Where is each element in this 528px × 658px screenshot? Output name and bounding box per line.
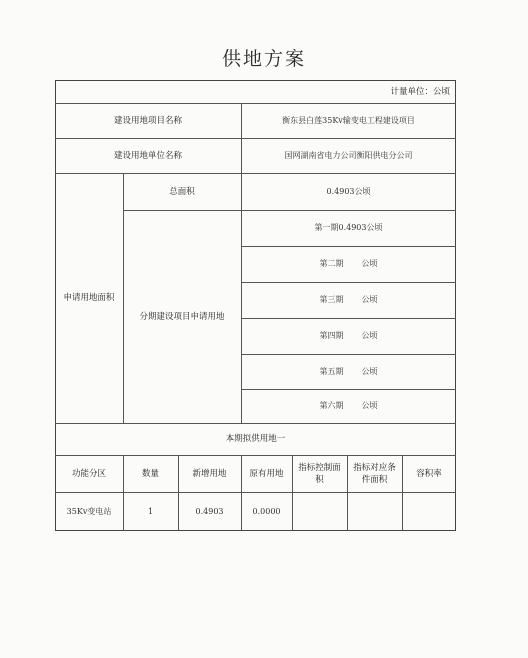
- phase-6-name: 第六期: [319, 401, 344, 410]
- apply-area-label: 申请用地面积: [63, 293, 115, 303]
- col-control-area: 指标控制面积: [298, 462, 341, 485]
- phase-6-unit: 公顷: [361, 401, 378, 410]
- phase-1: [241, 210, 456, 246]
- phase-2: [241, 246, 456, 282]
- row-control-area: [292, 492, 347, 531]
- phased-apply-label: 分期建设项目申请用地: [139, 311, 225, 322]
- row-function-zone: 35Kv变电站: [66, 506, 112, 516]
- row-plot-ratio: [402, 492, 456, 531]
- phase-4-unit: 公顷: [361, 331, 378, 340]
- col-quantity: 数量: [141, 468, 159, 479]
- col-function-zone: 功能分区: [71, 468, 106, 479]
- project-name-value: 衡东县白莲35Kv输变电工程建设项目: [282, 115, 415, 125]
- unit-name-value: 国网湖南省电力公司衡阳供电分公司: [284, 150, 413, 160]
- phase-4: [241, 318, 456, 354]
- total-area-value: 0.4903公顷: [326, 186, 371, 196]
- phase-5-name: 第五期: [319, 366, 344, 376]
- project-name-label: 建设用地项目名称: [113, 115, 182, 126]
- phase-4-name: 第四期: [319, 331, 344, 340]
- unit-name-label: 建设用地单位名称: [113, 150, 182, 161]
- measure-unit: 计量单位：公顷: [390, 86, 450, 97]
- phase-2-name: 第二期: [319, 259, 344, 268]
- supply-heading: 本期拟供用地一: [225, 434, 286, 444]
- row-quantity: 1: [147, 506, 154, 516]
- phase-3: [241, 282, 456, 318]
- phase-1-unit: 公顷: [366, 223, 383, 232]
- phase-6: [241, 389, 456, 423]
- row-new-land: 0.4903: [195, 506, 224, 516]
- row-existing-land: 0.0000: [252, 506, 281, 516]
- total-area-label: 总面积: [169, 186, 195, 197]
- row-condition-area: [347, 492, 402, 531]
- phase-5: [241, 354, 456, 389]
- phase-1-name: 第一期0.4903: [314, 223, 367, 232]
- col-condition-area: 指标对应条件面积: [353, 462, 396, 485]
- page-title: 供地方案: [221, 48, 306, 70]
- col-existing-land: 原有用地: [249, 468, 284, 479]
- col-plot-ratio: 容积率: [416, 468, 442, 479]
- phase-5-unit: 公顷: [361, 366, 378, 376]
- col-new-land: 新增用地: [192, 468, 227, 479]
- phase-2-unit: 公顷: [361, 259, 378, 268]
- phase-3-name: 第三期: [319, 295, 344, 304]
- phase-3-unit: 公顷: [361, 295, 378, 304]
